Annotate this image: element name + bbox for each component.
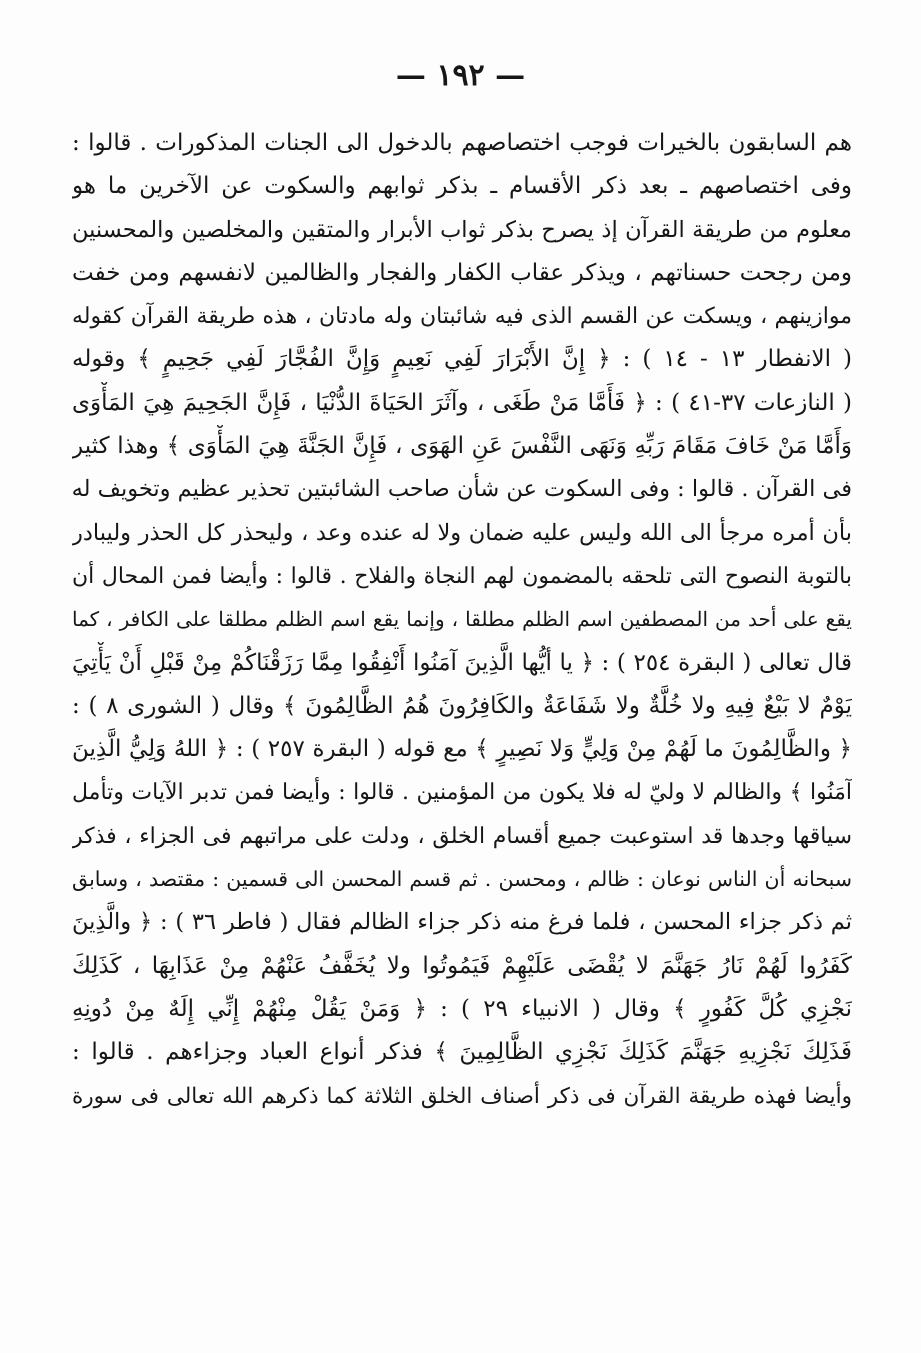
- text-line: وفى اختصاصهم ـ بعد ذكر الأقسام ـ بذكر ثوابهم والسكوت عن الآخرين ما هو: [72, 173, 852, 200]
- text-line: نَجْزِي كُلَّ كَفُورٍ ﴾ وقال ( الانبياء ٢٩ ) : ﴿ وَمَنْ يَقُلْ مِنْهُمْ إِنِّي إِلَهٌ مِنْ دُونِهِ: [72, 995, 852, 1022]
- text-line: فى القرآن . قالوا : وفى السكوت عن شأن صاحب الشائبتين تحذير عظيم وتخويف له: [72, 476, 852, 503]
- text-line: ( الانفطار ١٣ - ١٤ ) : ﴿ إِنَّ الأَبْرَارَ لَفِي نَعِيمٍ وَإِنَّ الفُجَّارَ لَفِي جَحِيمٍ ﴾ وقوله: [72, 346, 852, 373]
- text-line: معلوم من طريقة القرآن إذ يصرح بذكر ثواب الأبرار والمتقين والمخلصين والمحسنين: [72, 216, 852, 243]
- text-line: بأن أمره مرجأ الى الله وليس عليه ضمان ولا له عنده وعد ، وليحذر كل الحذر وليبادر: [72, 519, 852, 546]
- text-line: ثم ذكر جزاء المحسن ، فلما فرغ منه ذكر جزاء الظالم فقال ( فاطر ٣٦ ) : ﴿ والَّذِينَ: [72, 909, 852, 936]
- body-text: [72, 122, 852, 1118]
- text-line: قال تعالى ( البقرة ٢٥٤ ) : ﴿ يا أيُّها الَّذِينَ آمَنُوا أَنْفِقُوا مِمَّا رَزَقْنَاكُمْ مِنْ قَبْلِ أَنْ يَأْتِيَ: [72, 649, 852, 676]
- text-line: يَوْمٌ لا بَيْعٌ فِيهِ ولا خُلَّةٌ ولا شَفَاعَةٌ والكَافِرُونَ هُمُ الظَّالِمُونَ ﴾ وقال ( الشورى ٨ ) :: [72, 692, 852, 719]
- text-line: ﴿ والظَّالِمُونَ ما لَهُمْ مِنْ وَلِيٍّ وَلا نَصِيرٍ ﴾ مع قوله ( البقرة ٢٥٧ ) : ﴿ اللهُ وَلِيُّ الَّذِينَ: [72, 736, 852, 763]
- text-line: ( النازعات ٣٧-٤١ ) : ﴿ فَأَمَّا مَنْ طَغَى ، وآثَرَ الحَيَاةَ الدُّنْيَا ، فَإِنَّ الجَحِيمَ هِيَ المَأْوَى: [72, 389, 852, 416]
- text-line: وَأَمَّا مَنْ خَافَ مَقَامَ رَبِّهِ وَنَهَى النَّفْسَ عَنِ الهَوَى ، فَإِنَّ الجَنَّةَ هِيَ المَأْوَى ﴾ وهذا كثير: [72, 433, 852, 460]
- text-line: موازينهم ، ويسكت عن القسم الذى فيه شائبتان وله مادتان ، هذه طريقة القرآن كقوله: [72, 304, 852, 330]
- text-line: كَفَرُوا لَهُمْ نَارُ جَهَنَّمَ لا يُقْضَى عَلَيْهِمْ فَيَمُوتُوا ولا يُخَفَّفُ عَنْهُمْ مِنْ عَذَابِهَا ، كَذَلِكَ: [72, 952, 852, 979]
- text-line: فَذَلِكَ نَجْزِيهِ جَهَنَّمَ كَذَلِكَ نَجْزِي الظَّالِمِينَ ﴾ فذكر أنواع العباد وجزاءهم . قالوا :: [72, 1039, 852, 1066]
- text-line: بالتوبة النصوح التى تلحقه بالمضمون لهم النجاة والفلاح . قالوا : وأيضا فمن المحال أن: [72, 563, 852, 589]
- text-line: ومن رجحت حسناتهم ، ويذكر عقاب الكفار والفجار والظالمين لانفسهم ومن خفت: [72, 259, 852, 286]
- page-number: — ١٩٢ —: [395, 58, 526, 93]
- text-line: سياقها وجدها قد استوعبت جميع أقسام الخلق ، ودلت على مراتبهم فى الجزاء ، فذكر: [72, 823, 852, 849]
- text-line: يقع على أحد من المصطفين اسم الظلم مطلقا ، وإنما يقع اسم الظلم مطلقا على الكافر ، كما: [72, 607, 852, 632]
- text-line: آمَنُوا ﴾ والظالم لا وليّ له فلا يكون من المؤمنين . قالوا : وأيضا فمن تدبر الآيات وتأمل: [72, 780, 852, 806]
- text-line: سبحانه أن الناس نوعان : ظالم ، ومحسن . ثم قسم المحسن الى قسمين : مقتصد ، وسابق: [72, 867, 852, 892]
- text-line: وأيضا فهذه طريقة القرآن فى ذكر أصناف الخلق الثلاثة كما ذكرهم الله تعالى فى سورة: [72, 1083, 852, 1109]
- text-line: هم السابقون بالخيرات فوجب اختصاصهم بالدخول الى الجنات المذكورات . قالوا :: [72, 130, 852, 156]
